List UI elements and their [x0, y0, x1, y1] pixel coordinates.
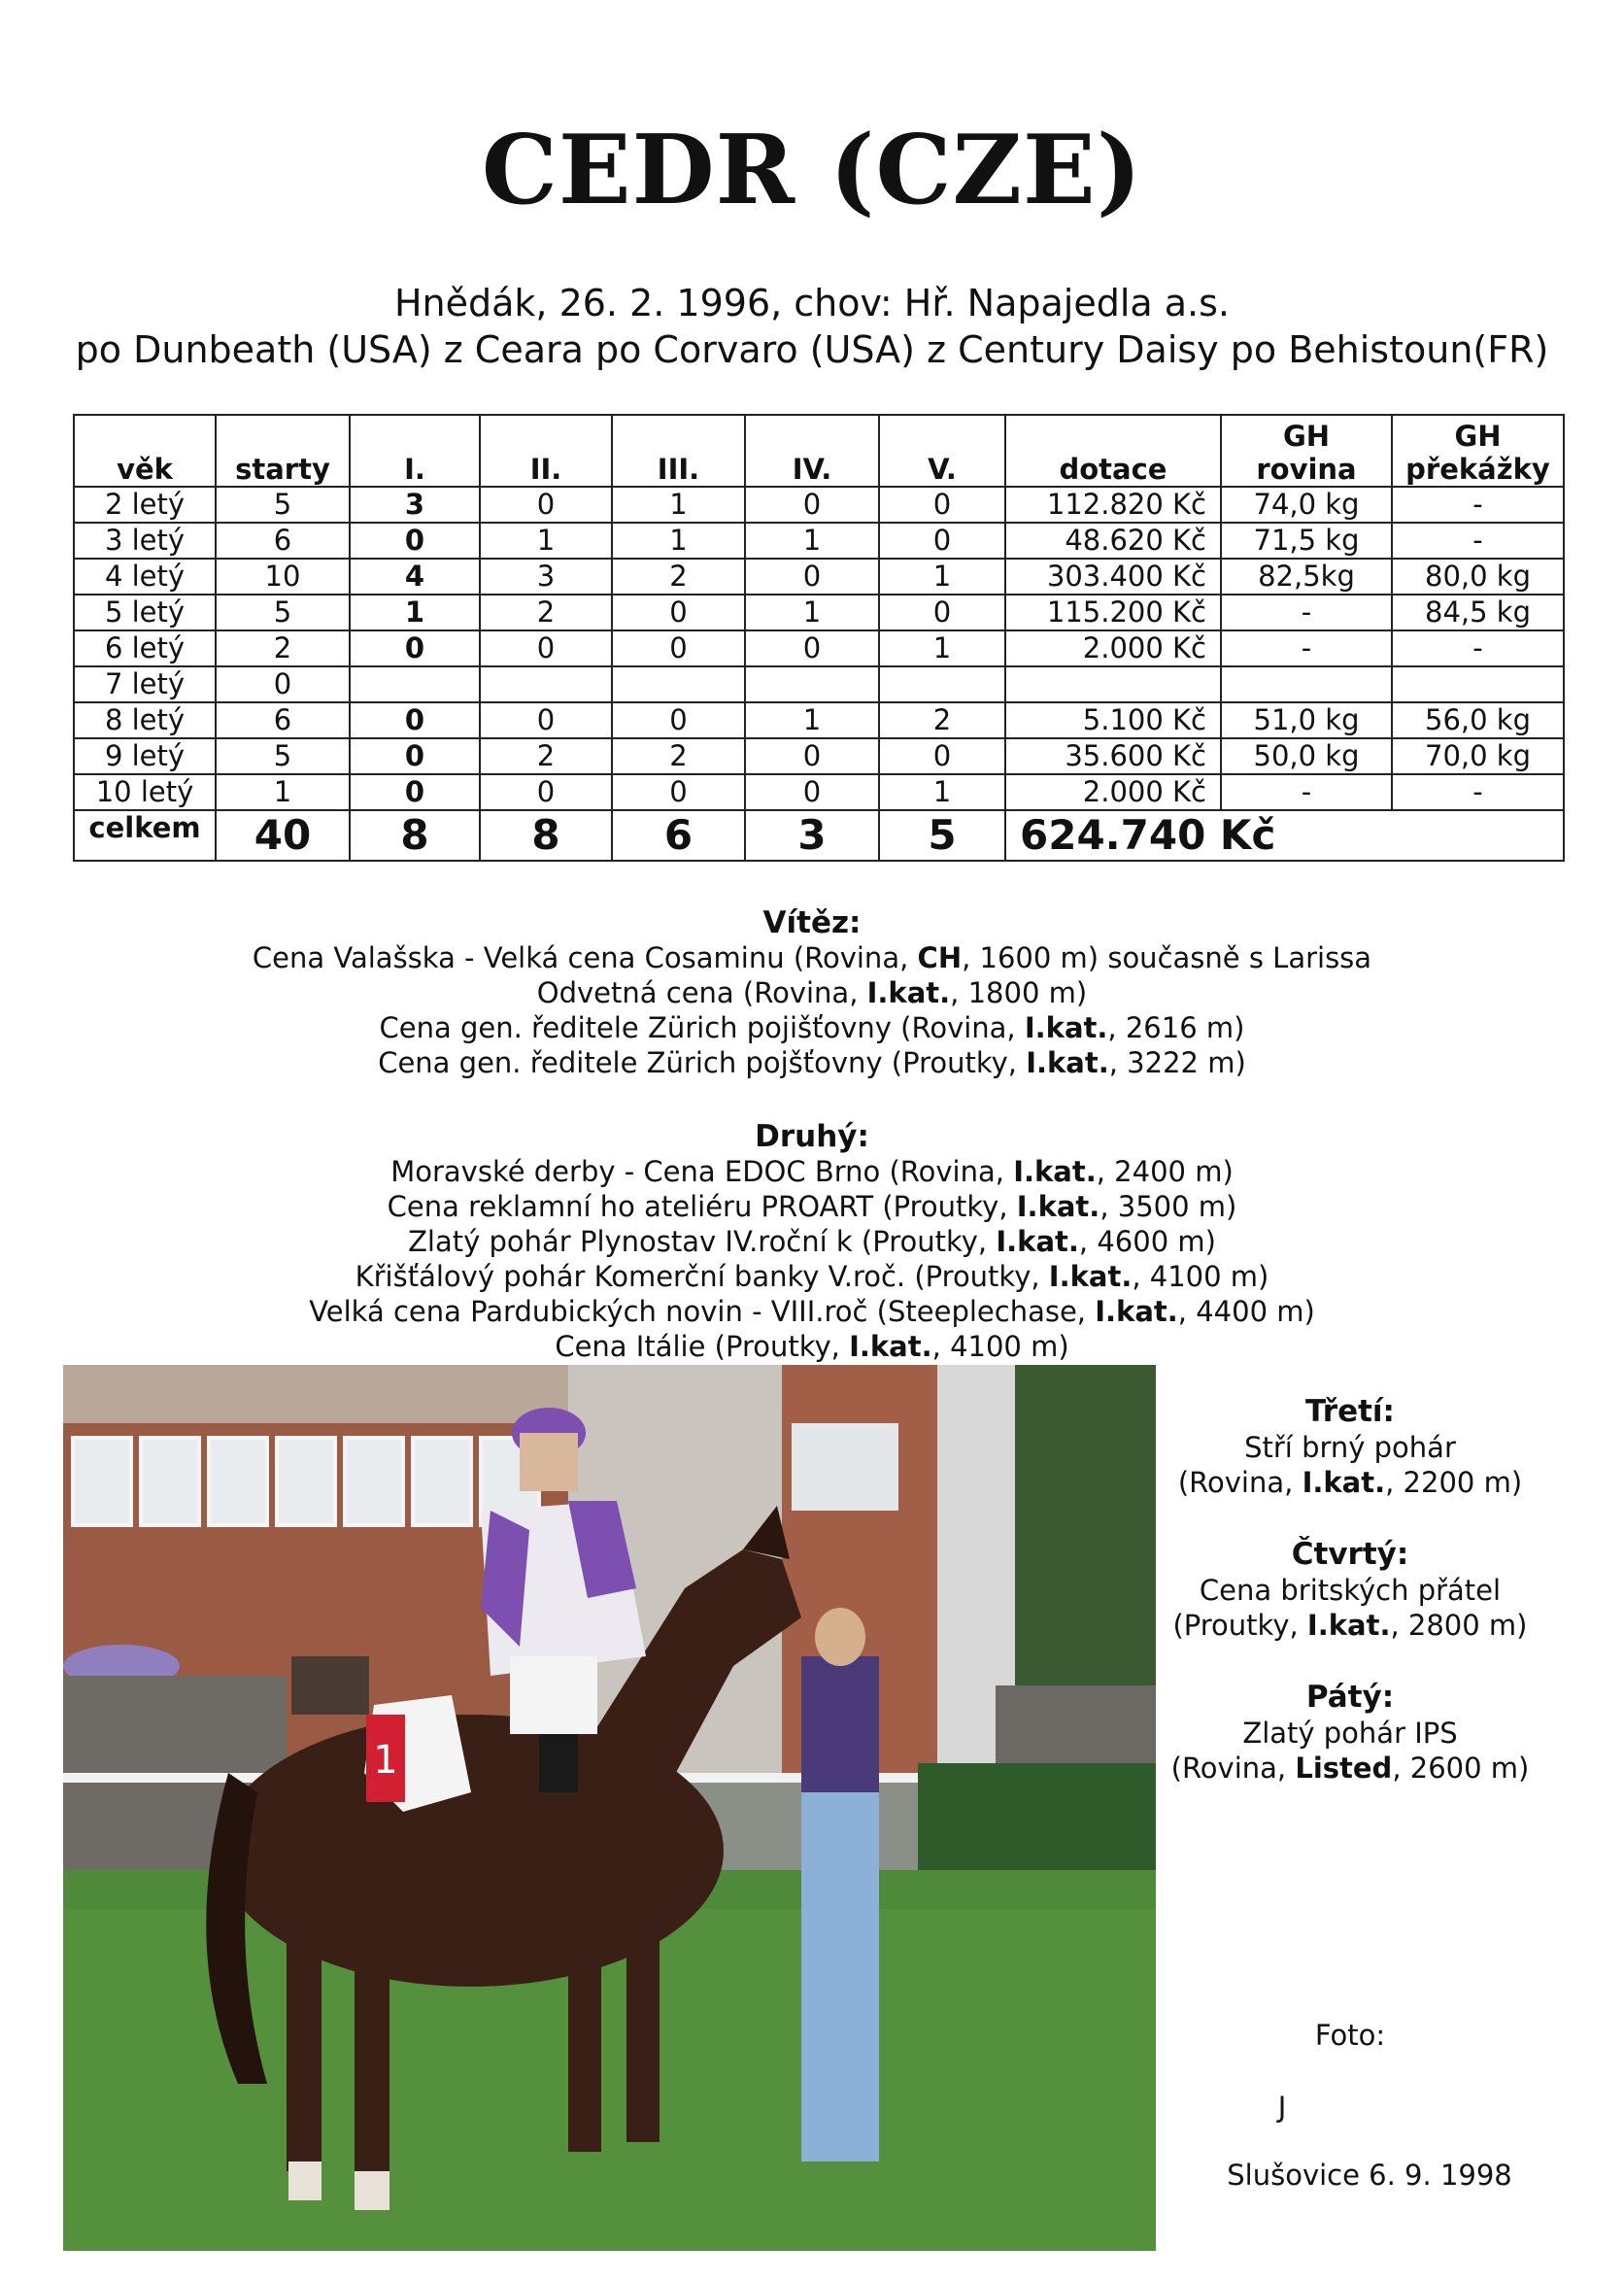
photo-author: J: [1277, 2091, 1287, 2124]
table-row: [74, 595, 1564, 630]
cell-gh-flat: -: [1221, 630, 1392, 666]
table-row: [74, 666, 1564, 702]
race-line: [0, 940, 1624, 975]
race-line: [0, 975, 1624, 1010]
fourth-place-section: [1170, 1537, 1530, 1643]
race-line-text: , 1800 m): [950, 976, 1088, 1009]
horse-details: Hnědák, 26. 2. 1996, chov: Hř. Napajedla a.s.: [393, 282, 1231, 324]
col-header-first: I.: [350, 415, 480, 487]
cell-fourth: [745, 666, 879, 702]
race-category: I.kat.: [1013, 1155, 1097, 1188]
cell-third: [612, 666, 745, 702]
race-line-text: , 2616 m): [1107, 1011, 1245, 1044]
cell-gh-jumps: -: [1392, 523, 1564, 559]
second-race-list: [0, 1154, 1624, 1364]
race-line-text: Cena Valašska - Velká cena Cosaminu (Rovina,: [252, 941, 918, 974]
cell-gh-jumps: 80,0 kg: [1392, 559, 1564, 595]
col-header-age: věk: [74, 415, 216, 487]
cell-fourth: 0: [745, 487, 879, 523]
cell-age: 9 letý: [74, 738, 216, 774]
race-stats-table: [73, 414, 1565, 862]
cell-third: 0: [612, 595, 745, 630]
race-line: [0, 1010, 1624, 1045]
race-category: I.kat.: [1095, 1295, 1178, 1328]
race-line-text: Cena Itálie (Proutky,: [555, 1330, 850, 1363]
cell-second: 0: [480, 630, 612, 666]
cell-fourth: 1: [745, 523, 879, 559]
race-category: I.kat.: [996, 1225, 1079, 1258]
cell-second: 1: [480, 523, 612, 559]
cell-starts: 10: [216, 559, 350, 595]
cell-first: 3: [350, 487, 480, 523]
cell-prize-money: 2.000 Kč: [1005, 630, 1221, 666]
col-header-fifth: V.: [879, 415, 1005, 487]
pedigree: po Dunbeath (USA) z Ceara po Corvaro (USA) z Century Daisy po Behistoun(FR): [75, 328, 1549, 371]
race-line-text: Odvetná cena (Rovina,: [536, 976, 867, 1009]
cell-starts: 6: [216, 702, 350, 738]
fourth-detail-a: (Proutky,: [1172, 1609, 1307, 1642]
cell-gh-flat: 82,5kg: [1221, 559, 1392, 595]
cell-age: 6 letý: [74, 630, 216, 666]
cell-third: 0: [612, 702, 745, 738]
cell-first: 0: [350, 738, 480, 774]
race-line-text: , 4600 m): [1078, 1225, 1216, 1258]
cell-first: 1: [350, 595, 480, 630]
cell-gh-jumps: -: [1392, 487, 1564, 523]
table-row: [74, 738, 1564, 774]
total-fifth: 5: [879, 810, 1005, 861]
cell-age: 10 letý: [74, 774, 216, 810]
fifth-detail-b: , 2600 m): [1392, 1752, 1530, 1785]
third-detail-b: , 2200 m): [1385, 1466, 1523, 1499]
total-fourth: 3: [745, 810, 879, 861]
cell-first: 0: [350, 630, 480, 666]
winner-section: [0, 905, 1624, 1080]
col-header-prize-money: dotace: [1005, 415, 1221, 487]
table-row: [74, 630, 1564, 666]
cell-age: 5 letý: [74, 595, 216, 630]
cell-first: 0: [350, 774, 480, 810]
winner-race-list: [0, 940, 1624, 1080]
cell-starts: 5: [216, 738, 350, 774]
race-line-text: Cena reklamní ho ateliéru PROART (Proutky,: [387, 1190, 1017, 1223]
race-line-text: , 2400 m): [1096, 1155, 1234, 1188]
total-starts: 40: [216, 810, 350, 861]
race-line-text: , 4400 m): [1177, 1295, 1315, 1328]
cell-prize-money: 112.820 Kč: [1005, 487, 1221, 523]
cell-gh-jumps: 56,0 kg: [1392, 702, 1564, 738]
fifth-detail-a: (Rovina,: [1170, 1752, 1296, 1785]
race-line: [0, 1189, 1624, 1224]
fourth-race-detail: [1170, 1608, 1530, 1643]
col-header-gh-jumps-top: GH: [1454, 420, 1502, 453]
cell-starts: 6: [216, 523, 350, 559]
race-category: CH: [917, 941, 963, 974]
cell-first: 4: [350, 559, 480, 595]
cell-gh-jumps: 84,5 kg: [1392, 595, 1564, 630]
cell-second: 2: [480, 595, 612, 630]
second-heading: Druhý:: [755, 1119, 869, 1154]
saddle-number: 1: [373, 1738, 398, 1783]
cell-age: 4 letý: [74, 559, 216, 595]
race-line-text: Velká cena Pardubických novin - VIII.roč (Steeplechase,: [309, 1295, 1096, 1328]
total-prize-money: 624.740 Kč: [1005, 810, 1564, 861]
cell-gh-jumps: -: [1392, 774, 1564, 810]
cell-prize-money: 48.620 Kč: [1005, 523, 1221, 559]
cell-third: 0: [612, 774, 745, 810]
cell-third: 0: [612, 630, 745, 666]
race-category: I.kat.: [1026, 1046, 1109, 1079]
third-detail-category: I.kat.: [1302, 1466, 1386, 1499]
table-row: [74, 487, 1564, 523]
cell-fourth: 1: [745, 702, 879, 738]
cell-starts: 5: [216, 487, 350, 523]
cell-fifth: 0: [879, 738, 1005, 774]
col-header-gh-jumps: [1392, 415, 1564, 487]
cell-gh-jumps: [1392, 666, 1564, 702]
third-place-section: [1170, 1394, 1530, 1500]
cell-third: 1: [612, 523, 745, 559]
table-total-row: [74, 810, 1564, 861]
cell-fifth: 0: [879, 487, 1005, 523]
cell-gh-flat: [1221, 666, 1392, 702]
cell-first: 0: [350, 523, 480, 559]
col-header-fourth: IV.: [745, 415, 879, 487]
third-race-detail: [1170, 1465, 1530, 1500]
cell-age: 2 letý: [74, 487, 216, 523]
race-line: [0, 1329, 1624, 1364]
cell-starts: 5: [216, 595, 350, 630]
cell-second: [480, 666, 612, 702]
cell-first: [350, 666, 480, 702]
page-title: CEDR (CZE): [481, 115, 1143, 226]
fifth-heading: Pátý:: [1305, 1680, 1395, 1715]
table-row: [74, 559, 1564, 595]
race-line-text: Moravské derby - Cena EDOC Brno (Rovina,: [390, 1155, 1014, 1188]
col-header-gh-flat-bottom: rovina: [1256, 453, 1357, 486]
cell-fourth: 0: [745, 738, 879, 774]
cell-age: 7 letý: [74, 666, 216, 702]
cell-fifth: 1: [879, 630, 1005, 666]
cell-third: 2: [612, 559, 745, 595]
cell-second: 0: [480, 487, 612, 523]
cell-fourth: 1: [745, 595, 879, 630]
cell-gh-flat: 74,0 kg: [1221, 487, 1392, 523]
photo-place-date: Slušovice 6. 9. 1998: [1227, 2159, 1512, 2192]
fourth-detail-b: , 2800 m): [1390, 1609, 1528, 1642]
cell-fifth: 1: [879, 559, 1005, 595]
table-row: [74, 523, 1564, 559]
cell-third: 2: [612, 738, 745, 774]
race-line: [0, 1294, 1624, 1329]
race-line-text: , 3222 m): [1108, 1046, 1246, 1079]
cell-second: 2: [480, 738, 612, 774]
cell-age: 8 letý: [74, 702, 216, 738]
col-header-gh-flat: [1221, 415, 1392, 487]
horse-photo: [63, 1365, 1156, 2251]
cell-gh-flat: -: [1221, 595, 1392, 630]
total-third: 6: [612, 810, 745, 861]
total-second: 8: [480, 810, 612, 861]
cell-starts: 1: [216, 774, 350, 810]
table-header-row: [74, 415, 1564, 487]
race-line-text: , 4100 m): [931, 1330, 1069, 1363]
cell-second: 3: [480, 559, 612, 595]
table-row: [74, 702, 1564, 738]
fourth-race-name: Cena britských přátel: [1199, 1574, 1502, 1607]
second-place-section: [0, 1119, 1624, 1364]
race-line-text: , 4100 m): [1132, 1260, 1269, 1293]
cell-gh-flat: -: [1221, 774, 1392, 810]
winner-heading: Vítěz:: [762, 905, 862, 940]
table-row: [74, 774, 1564, 810]
total-first: 8: [350, 810, 480, 861]
cell-age: 3 letý: [74, 523, 216, 559]
fifth-place-section: [1170, 1680, 1530, 1786]
fifth-race-detail: [1170, 1751, 1530, 1786]
race-line: [0, 1224, 1624, 1259]
fourth-detail-category: I.kat.: [1306, 1609, 1391, 1642]
col-header-third: III.: [612, 415, 745, 487]
cell-prize-money: 2.000 Kč: [1005, 774, 1221, 810]
cell-second: 0: [480, 774, 612, 810]
col-header-gh-flat-top: GH: [1282, 420, 1331, 453]
cell-prize-money: 303.400 Kč: [1005, 559, 1221, 595]
fifth-detail-category: Listed: [1295, 1752, 1393, 1785]
cell-fifth: [879, 666, 1005, 702]
race-line-text: , 1600 m) současně s Larissa: [962, 941, 1372, 974]
cell-fourth: 0: [745, 559, 879, 595]
third-race-name: Stří brný pohár: [1244, 1431, 1456, 1464]
cell-fifth: 2: [879, 702, 1005, 738]
race-line-text: Křišťálový pohár Komerční banky V.roč. (Proutky,: [355, 1260, 1049, 1293]
total-label: celkem: [74, 810, 216, 861]
cell-starts: 0: [216, 666, 350, 702]
cell-fifth: 0: [879, 523, 1005, 559]
race-category: I.kat.: [1048, 1260, 1133, 1293]
race-line-text: Zlatý pohár Plynostav IV.roční k (Proutky,: [408, 1225, 997, 1258]
cell-gh-jumps: 70,0 kg: [1392, 738, 1564, 774]
race-category: I.kat.: [849, 1330, 932, 1363]
cell-gh-flat: 51,0 kg: [1221, 702, 1392, 738]
fifth-race-name: Zlatý pohár IPS: [1242, 1717, 1458, 1750]
cell-gh-flat: 50,0 kg: [1221, 738, 1392, 774]
race-line: [0, 1154, 1624, 1189]
cell-starts: 2: [216, 630, 350, 666]
col-header-starts: starty: [216, 415, 350, 487]
cell-gh-jumps: -: [1392, 630, 1564, 666]
third-heading: Třetí:: [1305, 1394, 1395, 1429]
cell-fifth: 0: [879, 595, 1005, 630]
race-line-text: Cena gen. ředitele Zürich pojšťovny (Proutky,: [378, 1046, 1027, 1079]
fourth-heading: Čtvrtý:: [1291, 1537, 1409, 1572]
cell-gh-flat: 71,5 kg: [1221, 523, 1392, 559]
cell-prize-money: [1005, 666, 1221, 702]
race-line: [0, 1259, 1624, 1294]
cell-prize-money: 5.100 Kč: [1005, 702, 1221, 738]
photo-credit-label: Foto:: [1314, 2019, 1386, 2052]
col-header-second: II.: [480, 415, 612, 487]
cell-prize-money: 115.200 Kč: [1005, 595, 1221, 630]
col-header-gh-jumps-bottom: překážky: [1405, 453, 1550, 486]
cell-second: 0: [480, 702, 612, 738]
race-line-text: , 3500 m): [1100, 1190, 1237, 1223]
cell-fourth: 0: [745, 774, 879, 810]
cell-prize-money: 35.600 Kč: [1005, 738, 1221, 774]
cell-fifth: 1: [879, 774, 1005, 810]
race-category: I.kat.: [1024, 1011, 1108, 1044]
cell-first: 0: [350, 702, 480, 738]
race-line-text: Cena gen. ředitele Zürich pojišťovny (Rovina,: [379, 1011, 1025, 1044]
third-detail-a: (Rovina,: [1177, 1466, 1303, 1499]
race-line: [0, 1045, 1624, 1080]
cell-third: 1: [612, 487, 745, 523]
race-category: I.kat.: [1016, 1190, 1100, 1223]
race-category: I.kat.: [866, 976, 951, 1009]
cell-fourth: 0: [745, 630, 879, 666]
